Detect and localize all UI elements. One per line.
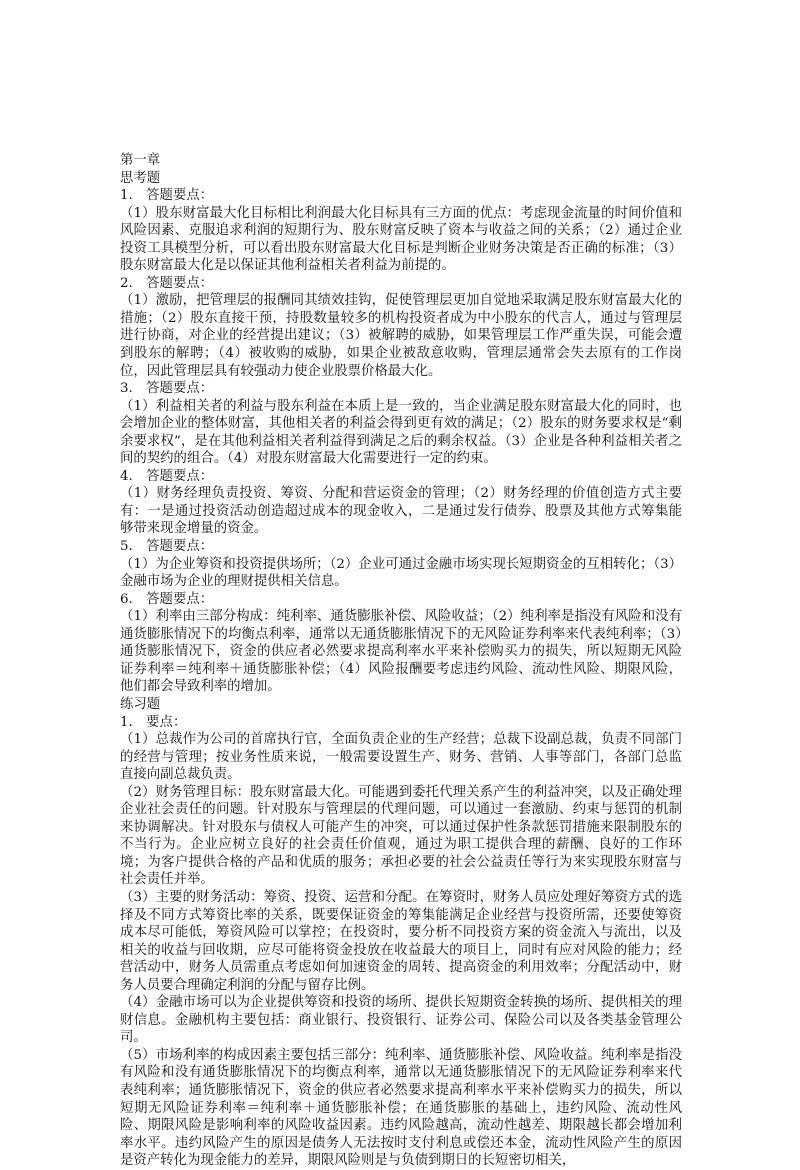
exercise-1-paragraph-3: （3）主要的财务活动：筹资、投资、运营和分配。在筹资时，财务人员应处理好筹资方式的选择及不同方式筹资比率的关系，既要保证资金的筹集能满足企业经营与投资所需，还要使筹资成本尽可能低，筹资风险可以掌控；在投资时，要分析不同投资方案的资金流入与流出，以及相关的收益与回收期，应尽可能将资金投放在收益最大的项目上，同时有应对风险的能力；经营活动中，财务人员需重点考虑如何加速资金的周转、提高资金的利用效率；分配活动中，财务人员要合理确定利润的分配与留存比例。	[120, 889, 682, 993]
question-1-label: 1. 答题要点：	[120, 188, 214, 204]
question-5-label: 5. 答题要点：	[120, 539, 214, 555]
question-4-answer: （1）财务经理负责投资、筹资、分配和营运资金的管理；（2）财务经理的价值创造方式主要有：一是通过投资活动创造超过成本的现金收入，二是通过发行债券、股票及其他方式筹集能够带来现金增量的资金。	[120, 486, 682, 537]
chapter-title: 第一章	[120, 153, 161, 168]
question-2-answer: （1）激励，把管理层的报酬同其绩效挂钩，促使管理层更加自觉地采取满足股东财富最大化的措施；（2）股东直接干预，持股数量较多的机构投资者成为中小股东的代言人，通过与管理层进行协商，对企业的经营提出建议；（3）被解聘的威胁，如果管理层工作严重失误，可能会遭到股东的解聘；（4）被收购的威胁，如果企业被敌意收购，管理层通常会失去原有的工作岗位，因此管理层具有较强动力使企业股票价格最大化。	[120, 293, 682, 379]
question-2-label: 2. 答题要点：	[120, 275, 214, 291]
section-exercises: 练习题	[120, 696, 161, 712]
question-1-answer: （1）股东财富最大化目标相比利润最大化目标具有三方面的优点：考虑现金流量的时间价值和风险因素、克服追求利润的短期行为、股东财富反映了资本与收益之间的关系；（2）通过企业投资工具模型分析，可以看出股东财富最大化目标是判断企业财务决策是否正确的标准；（3）股东财富最大化是以保证其他利益相关者利益为前提的。	[120, 205, 682, 274]
exercise-1-paragraph-2: （2）财务管理目标：股东财富最大化。可能遇到委托代理关系产生的利益冲突，以及正确处理企业社会责任的问题。针对股东与管理层的代理问题，可以通过一套激励、约束与惩罚的机制来协调解决。针对股东与债权人可能产生的冲突，可以通过保护性条款惩罚措施来限制股东的不当行为。企业应树立良好的社会责任价值观，通过为职工提供合理的薪酬、良好的工作环境；为客户提供合格的产品和优质的服务；承担必要的社会公益责任等行为来实现股东财富与社会责任并举。	[120, 784, 682, 888]
exercise-1-paragraph-5: （5）市场利率的构成因素主要包括三部分：纯利率、通货膨胀补偿、风险收益。纯利率是指没有风险和没有通货膨胀情况下的均衡点利率，通常以无通货膨胀情况下的无风险证券利率来代表纯利率；通货膨胀情况下，资金的供应者必然要求提高利率水平来补偿购买力的损失，所以短期无风险证券利率＝纯利率＋通货膨胀补偿；在通货膨胀的基础上，违约风险、流动性风险、期限风险是影响利率的风险收益因素。违约风险越高，流动性越差、期限越长都会增加利率水平。违约风险产生的原因是债务人无法按时支付利息或偿还本金，流动性风险产生的原因是资产转化为现金能力的差异，期限风险则是与负债到期日的长短密切相关，	[120, 1047, 682, 1169]
document-page	[120, 152, 682, 1170]
question-6-answer: （1）利率由三部分构成：纯利率、通货膨胀补偿、风险收益；（2）纯利率是指没有风险和没有通货膨胀情况下的均衡点利率，通常以无通货膨胀情况下的无风险证券利率来代表纯利率；（3）通货膨胀情况下，资金的供应者必然要求提高利率水平来补偿购买力的损失，所以短期无风险证券利率＝纯利率＋通货膨胀补偿；（4）风险报酬要考虑违约风险、流动性风险、期限风险，他们都会导致利率的增加。	[120, 609, 682, 695]
question-5-answer: （1）为企业筹资和投资提供场所；（2）企业可通过金融市场实现长短期资金的互相转化；（3）金融市场为企业的理财提供相关信息。	[120, 556, 682, 590]
question-3-label: 3. 答题要点：	[120, 381, 214, 397]
exercise-1-label: 1. 要点：	[120, 714, 187, 730]
exercise-1-paragraph-4: （4）金融市场可以为企业提供筹资和投资的场所、提供长短期资金转换的场所、提供相关的理财信息。金融机构主要包括：商业银行、投资银行、证券公司、保险公司以及各类基金管理公司。	[120, 995, 682, 1046]
question-3-answer: （1）利益相关者的利益与股东利益在本质上是一致的，当企业满足股东财富最大化的同时，也会增加企业的整体财富，其他相关者的利益会得到更有效的满足；（2）股东的财务要求权是“剩余要求权”，是在其他利益相关者利益得到满足之后的剩余权益。（3）企业是各种利益相关者之间的契约的组合。（4）对股东财富最大化需要进行一定的约束。	[120, 398, 682, 467]
section-thinking-questions: 思考题	[120, 170, 161, 186]
exercise-1-paragraph-1: （1）总裁作为公司的首席执行官，全面负责企业的生产经营；总裁下设副总裁，负责不同部门的经营与管理；按业务性质来说，一般需要设置生产、财务、营销、人事等部门，各部门总监直接向副总裁负责。	[120, 732, 682, 783]
question-6-label: 6. 答题要点：	[120, 591, 214, 607]
question-4-label: 4. 答题要点：	[120, 468, 214, 484]
